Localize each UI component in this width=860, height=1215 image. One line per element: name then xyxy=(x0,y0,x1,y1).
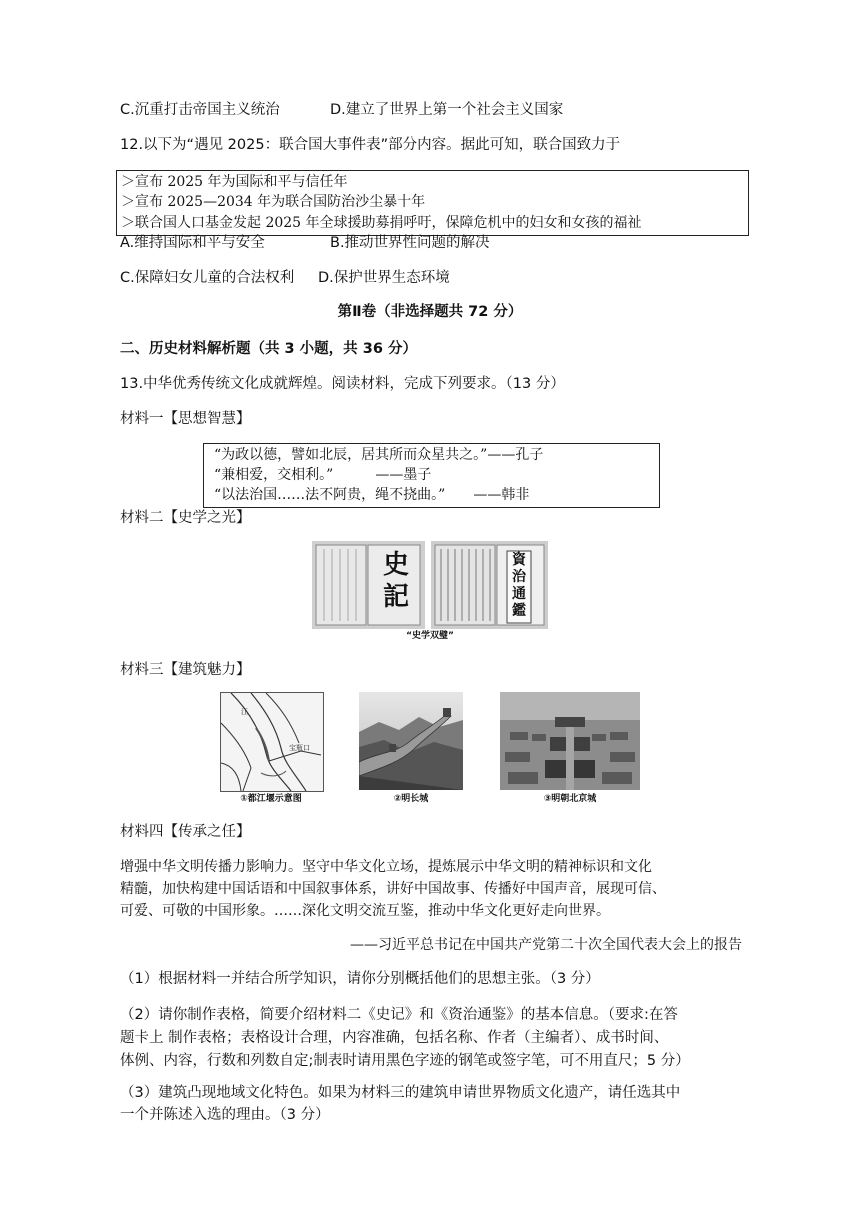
beijing-city-drawing xyxy=(500,692,640,790)
material1-label: 材料一【思想智慧】 xyxy=(120,411,251,427)
zztj-title-char: 資 xyxy=(512,552,526,568)
material4-line: 增强中华文明传播力影响力。坚守中华文化立场，提炼展示中华文明的精神标识和文化 xyxy=(120,859,652,875)
shixue-caption: “史学双璧” xyxy=(406,631,454,641)
quote-confucius: “为政以德，譬如北辰，居其所而众星共之。”——孔子 xyxy=(214,447,544,463)
q13-sub2-line: 题卡上 制作表格；表格设计合理，内容准确，包括名称、作者（主编者）、成书时间、 xyxy=(120,1030,669,1046)
beijing-caption: ③明朝北京城 xyxy=(543,794,597,804)
zztj-title-char: 通 xyxy=(512,586,526,602)
material4-source: ——习近平总书记在中国共产党第二十次全国代表大会上的报告 xyxy=(350,937,742,953)
dujiangyan-map xyxy=(220,692,324,792)
material4-line: 可爱、可敬的中国形象。……深化文明交流互鉴，推动中华文化更好走向世界。 xyxy=(120,903,610,919)
map-label-baopingkou: 宝瓶口 xyxy=(289,744,310,752)
q12-option-d: D.保护世界生态环境 xyxy=(318,270,450,286)
dujiangyan-map-drawing xyxy=(221,693,323,791)
zztj-title-char: 治 xyxy=(512,569,526,585)
shiji-book-image xyxy=(312,541,425,629)
great-wall-photo xyxy=(359,692,463,790)
q12-option-c: C.保障妇女儿童的合法权利 xyxy=(120,270,295,286)
great-wall-caption: ②明长城 xyxy=(393,794,429,804)
q12-box-line: ＞联合国人口基金发起 2025 年全球援助募捐呼吁，保障危机中的妇女和女孩的福祉 xyxy=(121,215,642,231)
quote-hanfei: “以法治国……法不阿贵，绳不挠曲。” ——韩非 xyxy=(214,487,530,503)
q13-sub2-line: 体例、内容，行数和列数自定;制表时请用黑色字迹的钢笔或签字笔，可不用直尺；5 分） xyxy=(120,1053,690,1069)
q13-sub3-line: 一个并陈述入选的理由。（3 分） xyxy=(120,1107,330,1123)
q13-stem: 13.中华优秀传统文化成就辉煌。阅读材料，完成下列要求。（13 分） xyxy=(120,376,565,392)
material1-quote-box xyxy=(203,443,660,508)
q12-option-a: A.维持国际和平与安全 xyxy=(120,235,265,251)
ming-beijing-photo xyxy=(500,692,640,790)
q13-sub1: （1）根据材料一并结合所学知识，请你分别概括他们的思想主张。（3 分） xyxy=(120,971,600,987)
q13-sub2-line: （2）请你制作表格，简要介绍材料二《史记》和《资治通鉴》的基本信息。（要求:在答 xyxy=(120,1007,678,1023)
q12-option-b: B.推动世界性问题的解决 xyxy=(330,235,490,251)
q12-event-box xyxy=(116,170,749,236)
q12-box-line: ＞宣布 2025 年为国际和平与信任年 xyxy=(121,174,348,190)
q12-box-line: ＞宣布 2025—2034 年为联合国防治沙尘暴十年 xyxy=(121,194,426,210)
q13-sub3-line: （3）建筑凸现地域文化特色。如果为材料三的建筑申请世界物质文化遗产，请任选其中 xyxy=(120,1085,681,1101)
q11-option-c: C.沉重打击帝国主义统治 xyxy=(120,102,280,118)
shiji-title-char: 史 xyxy=(382,550,409,580)
material4-line: 精髓，加快构建中国话语和中国叙事体系，讲好中国故事、传播好中国声音，展现可信、 xyxy=(120,881,666,897)
q11-option-d: D.建立了世界上第一个社会主义国家 xyxy=(330,102,564,118)
quote-mozi: “兼相爱，交相利。” ——墨子 xyxy=(214,467,432,483)
q12-stem: 12.以下为“遇见 2025：联合国大事件表”部分内容。据此可知，联合国致力于 xyxy=(120,137,621,153)
zztj-title-char: 鑑 xyxy=(512,603,526,619)
material4-label: 材料四【传承之任】 xyxy=(120,824,251,840)
material3-label: 材料三【建筑魅力】 xyxy=(120,662,251,678)
map-label-river: 江 xyxy=(241,708,248,716)
great-wall-drawing xyxy=(359,692,463,790)
dujiangyan-caption: ①都江堰示意图 xyxy=(240,794,302,804)
material2-label: 材料二【史学之光】 xyxy=(120,510,251,526)
zizhitongjian-book-image xyxy=(431,541,548,629)
part2-title: 第Ⅱ卷（非选择题共 72 分） xyxy=(337,304,523,320)
shiji-title-char: 記 xyxy=(382,582,409,612)
section2-title: 二、历史材料解析题（共 3 小题，共 36 分） xyxy=(120,341,417,357)
